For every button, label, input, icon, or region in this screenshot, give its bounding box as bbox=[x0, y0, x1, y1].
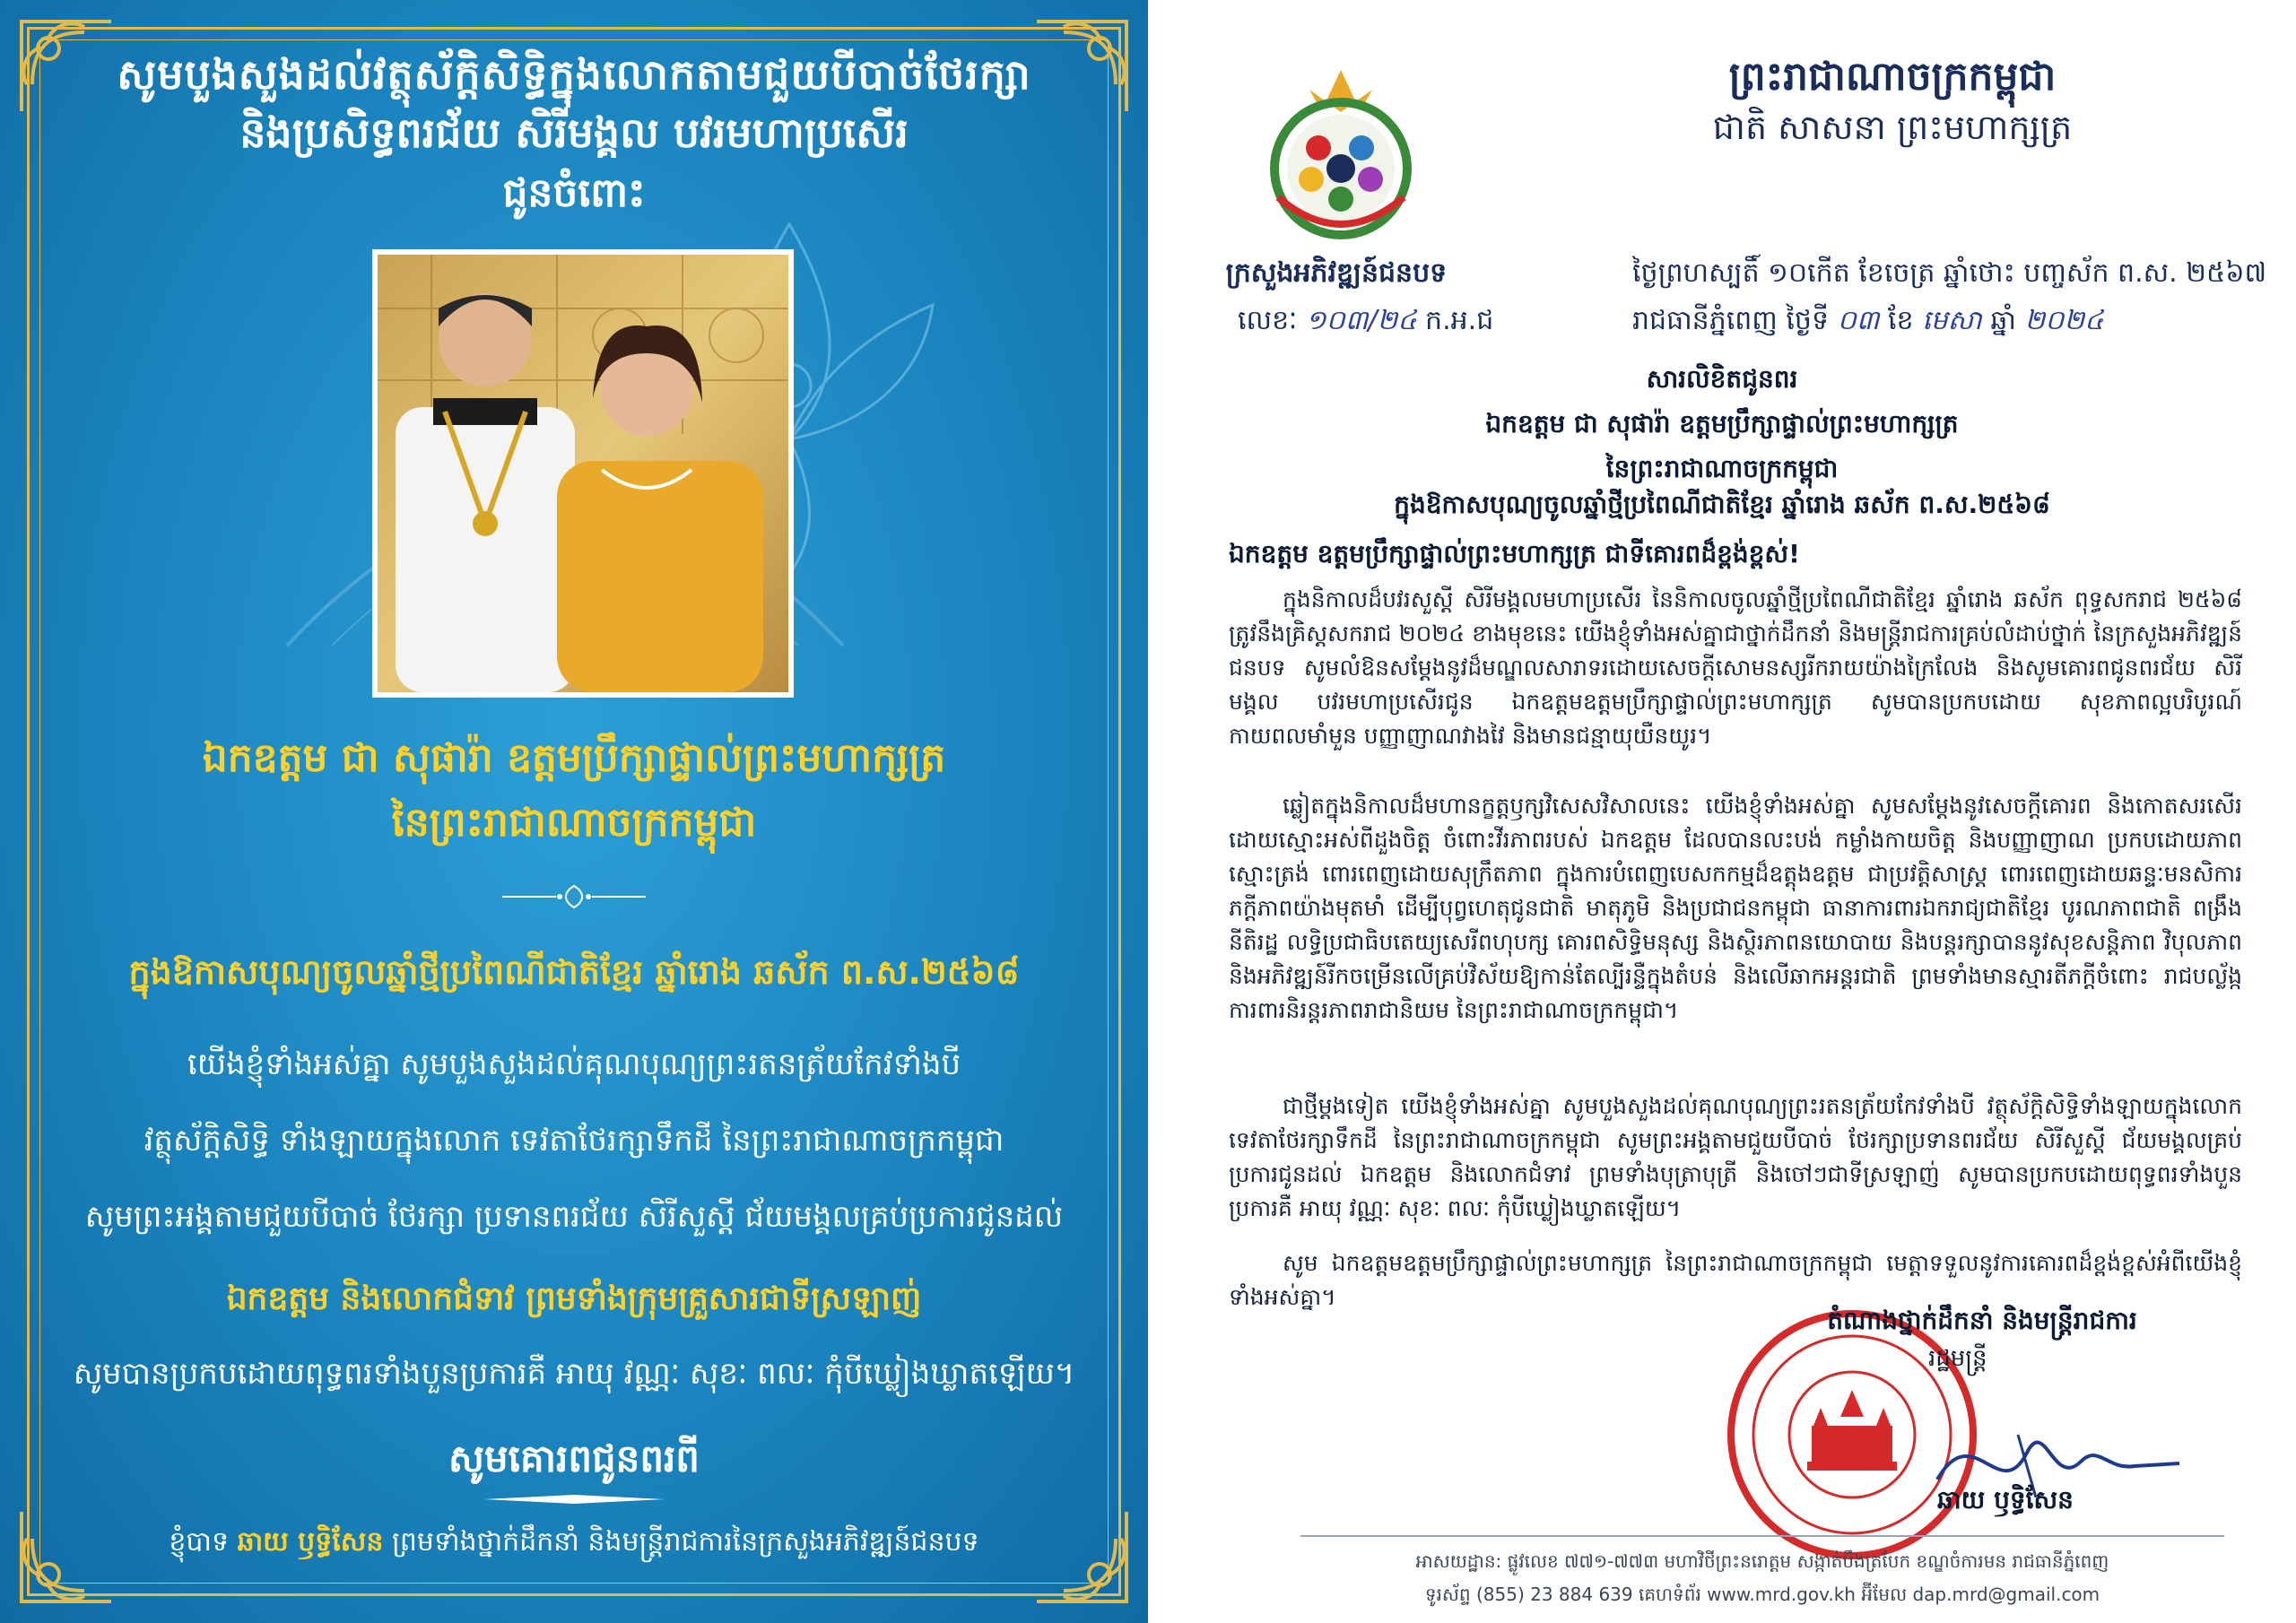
paragraph-3: ជាថ្មីម្តងទៀត យើងខ្ញុំទាំងអស់គ្នា សូមបួងសួងដល់គុណបុណ្យព្រះរតនត្រ័យកែវទាំងបី វត្ថុស័ក្តិសិទ្ធិទាំងឡាយក្នុងលោក ទេវតាថែរក្សាទឹកដី នៃព្រះរាជាណាចក្រកម្ពុជា សូមព្រះអង្គតាមជួយបីបាច់ ថែរក្សាប្រទានពរជ័យ សិរីសួស្តី ជ័យមង្គលគ្រប់ប្រការជូនដល់ ឯកឧត្តម និងលោកជំទាវ ព្រមទាំងបុត្រាបុត្រី និងចៅៗជាទីស្រឡាញ់ សូមបានប្រកបដោយពុទ្ធពរទាំងបួនប្រការគឺ អាយុ វណ្ណៈ សុខៈ ពលៈ កុំបីឃ្លៀងឃ្លាតឡើយ។ bbox=[1229, 1093, 2242, 1221]
paragraph-2: ឆ្លៀតក្នុងនិកាលដ៏មហានក្ខត្តឫក្សវិសេសវិសាលនេះ យើងខ្ញុំទាំងអស់គ្នា សូមសម្តែងនូវសេចក្តីគោរព និងកោតសរសើរដោយស្មោះអស់ពីដួងចិត្ត ចំពោះវីរភាពរបស់ ឯកឧត្តម ដែលបានលះបង់ កម្លាំងកាយចិត្ត និងបញ្ញាញាណ ប្រកបដោយភាពស្មោះត្រង់ ពោរពេញដោយសុក្រឹតភាព ក្នុងការបំពេញបេសកកម្មដ៏ឧត្តុងឧត្តម ជាប្រវត្តិសាស្ត្រ ពោរពេញដោយឆន្ទៈមនសិការ ភក្តីភាពយ៉ាងមុតមាំ ដើម្បីបុព្វហេតុជូនជាតិ មាតុភូមិ និងប្រជាជនកម្ពុជា ធានាការពារឯករាជ្យជាតិខ្មែរ បូរណភាពជាតិ ពង្រឹងនីតិរដ្ឋ លទ្ធិប្រជាធិបតេយ្យសេរីពហុបក្ស គោរពសិទ្ធិមនុស្ស និងស្ថិរភាពនយោបាយ និងបន្តរក្សាបាននូវសុខសន្តិភាព វិបុលភាព និងអភិវឌ្ឍន៍រីកចម្រើនលើគ្រប់វិស័យឱ្យកាន់តែល្បីរន្ទឺក្នុងតំបន់ និងលើឆាកអន្តរជាតិ ព្រមទាំងមានស្មារតីភក្តីចំពោះ រាជបល្ល័ង្ក ការពារនិរន្តរភាពរាជានិយម នៃព្រះរាជាណាចក្រកម្ពុជា។ bbox=[1229, 793, 2242, 1023]
lunar-date: ថ្ងៃព្រហស្បតិ៍ ១០កើត ខែចេត្រ ឆ្នាំថោះ បញ្ចស័ក ព.ស. ២៥៦៧ bbox=[1632, 257, 2267, 289]
kingdom-title: ព្រះរាជាណាចក្រកម្ពុជា bbox=[1728, 54, 2057, 100]
footer-address: អាសយដ្ឋាន: ផ្លូវលេខ ៧៧១-៧៧៣ មហាវិថីព្រះនរោត្តម សង្កាត់បឹងត្របែក ខណ្ឌចំការមន រាជធានីភ្នំពេញ bbox=[1415, 1550, 2109, 1572]
letter-heading-3: នៃព្រះរាជាណាចក្រកម្ពុជា bbox=[1605, 454, 1839, 483]
solar-year: ២០២៤ bbox=[2024, 305, 2104, 336]
paragraph-1: ក្នុងនិកាលដ៏បវរសួស្តី សិរីមង្គលមហាប្រសើរ នៃនិកាលចូលឆ្នាំថ្មីប្រពៃណីជាតិខ្មែរ ឆ្នាំរោង ឆស័ក ពុទ្ធសករាជ ២៥៦៨ ត្រូវនឹងគ្រិស្តសករាជ ២០២៤ ខាងមុខនេះ យើងខ្ញុំទាំងអស់គ្នាជាថ្នាក់ដឹកនាំ និងមន្ត្រីរាជការគ្រប់លំដាប់ថ្នាក់ នៃក្រសួងអភិវឌ្ឍន៍ជនបទ សូមលំឱនសម្តែងនូវដ៏មណ្ឌលសារាទរដោយសេចក្តីសោមនស្សរីករាយយ៉ាងក្រៃលែង និងសូមគោរពជូនពរជ័យ សិរីមង្គល បវរមហាប្រសើរជូន ឯកឧត្តមឧត្តមប្រឹក្សាផ្ទាល់ព្រះមហាក្សត្រ សូមបានប្រកបដោយ សុខភាពល្អបរិបូរណ៍ កាយពលមាំមួន បញ្ញាញាណវាងវៃ និងមានជន្មាយុយឺនយូរ។ bbox=[1229, 586, 2242, 749]
letter-heading-2: ឯកឧត្តម ជា សុផារ៉ា ឧត្តមប្រឹក្សាផ្ទាល់ព្រះមហាក្សត្រ bbox=[1485, 409, 1959, 438]
respect-line: សូមគោរពជូនពរពី bbox=[448, 1436, 700, 1480]
wish-line-2: វត្ថុស័ក្តិសិទ្ធិ ទាំងឡាយក្នុងលោក ទេវតាថែរក្សាទឹកដី នៃព្រះរាជាណាចក្រកម្ពុជា bbox=[144, 1123, 1004, 1159]
footer-divider bbox=[1300, 1535, 2224, 1537]
ref-number-handwritten: ១០៣/២៤ bbox=[1305, 305, 1417, 336]
solar-date bbox=[1632, 303, 2103, 343]
recipients-line: ឯកឧត្តម និងលោកជំទាវ ព្រមទាំងក្រុមគ្រួសារជាទីស្រឡាញ់ bbox=[226, 1280, 922, 1317]
sender-prefix: ខ្ញុំបាទ bbox=[169, 1526, 230, 1558]
footer-contact: ទូរស័ព្ទ (855) 23 884 639 គេហទំព័រ www.mrd.gov.kh អ៊ីមែល dap.mrd@gmail.com bbox=[1424, 1584, 2100, 1605]
signatory-title: តំណាងថ្នាក់ដឹកនាំ និងមន្ត្រីរាជការ bbox=[1827, 1306, 2137, 1335]
paragraph-4: សូម ឯកឧត្តមឧត្តមប្រឹក្សាផ្ទាល់ព្រះមហាក្សត្រ នៃព្រះរាជាណាចក្រកម្ពុជា មេត្តាទទួលនូវការគោរពដ៏ខ្ពង់ខ្ពស់អំពីយើងខ្ញុំទាំងអស់គ្នា។ bbox=[1229, 1250, 2242, 1310]
signatory-role: រដ្ឋមន្ត្រី bbox=[1928, 1345, 1987, 1372]
ref-label: លេខៈ bbox=[1238, 305, 1298, 336]
official-letter bbox=[1148, 0, 2296, 1623]
wish-line-1: យើងខ្ញុំទាំងអស់គ្នា សូមបួងសួងដល់គុណបុណ្យព្រះរតនត្រ័យកែវទាំងបី bbox=[187, 1046, 961, 1082]
reference-number bbox=[1238, 303, 1493, 343]
ref-suffix: ក.អ.ជ bbox=[1425, 305, 1494, 336]
solar-month: មេសា bbox=[1922, 305, 1982, 336]
solar-prefix: រាជធានីភ្នំពេញ ថ្ងៃទី bbox=[1632, 305, 1830, 336]
sender-line bbox=[72, 1524, 1076, 1564]
honoree-organization: នៃព្រះរាជាណាចក្រកម្ពុជា bbox=[391, 800, 757, 846]
greeting-line-2: និងប្រសិទ្ធពរជ័យ សិរីមង្គល បវរមហាប្រសើរ bbox=[239, 108, 909, 157]
solar-year-label: ឆ្នាំ bbox=[1990, 305, 2016, 336]
wish-line-3: សូមព្រះអង្គតាមជួយបីបាច់ ថែរក្សា ប្រទានពរជ័យ សិរីសួស្តី ជ័យមង្គលគ្រប់ប្រការជូនដល់ bbox=[84, 1199, 1064, 1235]
greeting-line-1: សូមបួងសួងដល់វត្ថុស័ក្តិសិទ្ធិក្នុងលោកតាមជួយបីបាច់ថែរក្សា bbox=[117, 50, 1031, 99]
wish-line-4: សូមបានប្រកបដោយពុទ្ធពរទាំងបួនប្រការគឺ អាយុ វណ្ណៈ សុខៈ ពលៈ កុំបីឃ្លៀងឃ្លាតឡើយ។ bbox=[73, 1356, 1075, 1392]
ministry-name: ក្រសួងអភិវឌ្ឍន៍ជនបទ bbox=[1225, 257, 1448, 289]
letter-heading-4: ក្នុងឱកាសបុណ្យចូលឆ្នាំថ្មីប្រពៃណីជាតិខ្មែរ ឆ្នាំរោង ឆស័ក ព.ស.២៥៦៨ bbox=[1394, 490, 2050, 519]
signer-name: ឆាយ ឫទ្ធិសែន bbox=[1937, 1485, 2074, 1515]
ministry-emblem-icon bbox=[1256, 63, 1426, 242]
greeting-line-3: ជូនចំពោះ bbox=[502, 170, 646, 216]
couple-photo bbox=[372, 249, 794, 698]
sender-name: ឆាយ ឫទ្ធិសែន bbox=[237, 1526, 384, 1558]
line-divider-icon bbox=[484, 1493, 664, 1506]
national-motto: ជាតិ សាសនា ព្រះមហាក្សត្រ bbox=[1712, 108, 2073, 147]
salutation: ឯកឧត្តម ឧត្តមប្រឹក្សាផ្ទាល់ព្រះមហាក្សត្រ ជាទីគោរពដ៏ខ្ពង់ខ្ពស់! bbox=[1229, 539, 1800, 568]
floral-divider-icon bbox=[502, 883, 646, 910]
occasion-line: ក្នុងឱកាសបុណ្យចូលឆ្នាំថ្មីប្រពៃណីជាតិខ្មែរ ឆ្នាំរោង ឆស័ក ព.ស.២៥៦៨ bbox=[128, 952, 1020, 992]
solar-day: ០៣ bbox=[1837, 305, 1880, 336]
sender-suffix: ព្រមទាំងថ្នាក់ដឹកនាំ និងមន្ត្រីរាជការនៃក្រសួងអភិវឌ្ឍន៍ជនបទ bbox=[391, 1526, 979, 1558]
honoree-name: ឯកឧត្តម ជា សុផារ៉ា ឧត្តមប្រឹក្សាផ្ទាល់ព្រះមហាក្សត្រ bbox=[202, 735, 946, 781]
solar-month-label: ខែ bbox=[1887, 305, 1914, 336]
letter-heading-1: សារលិខិតជូនពរ bbox=[1646, 364, 1798, 394]
